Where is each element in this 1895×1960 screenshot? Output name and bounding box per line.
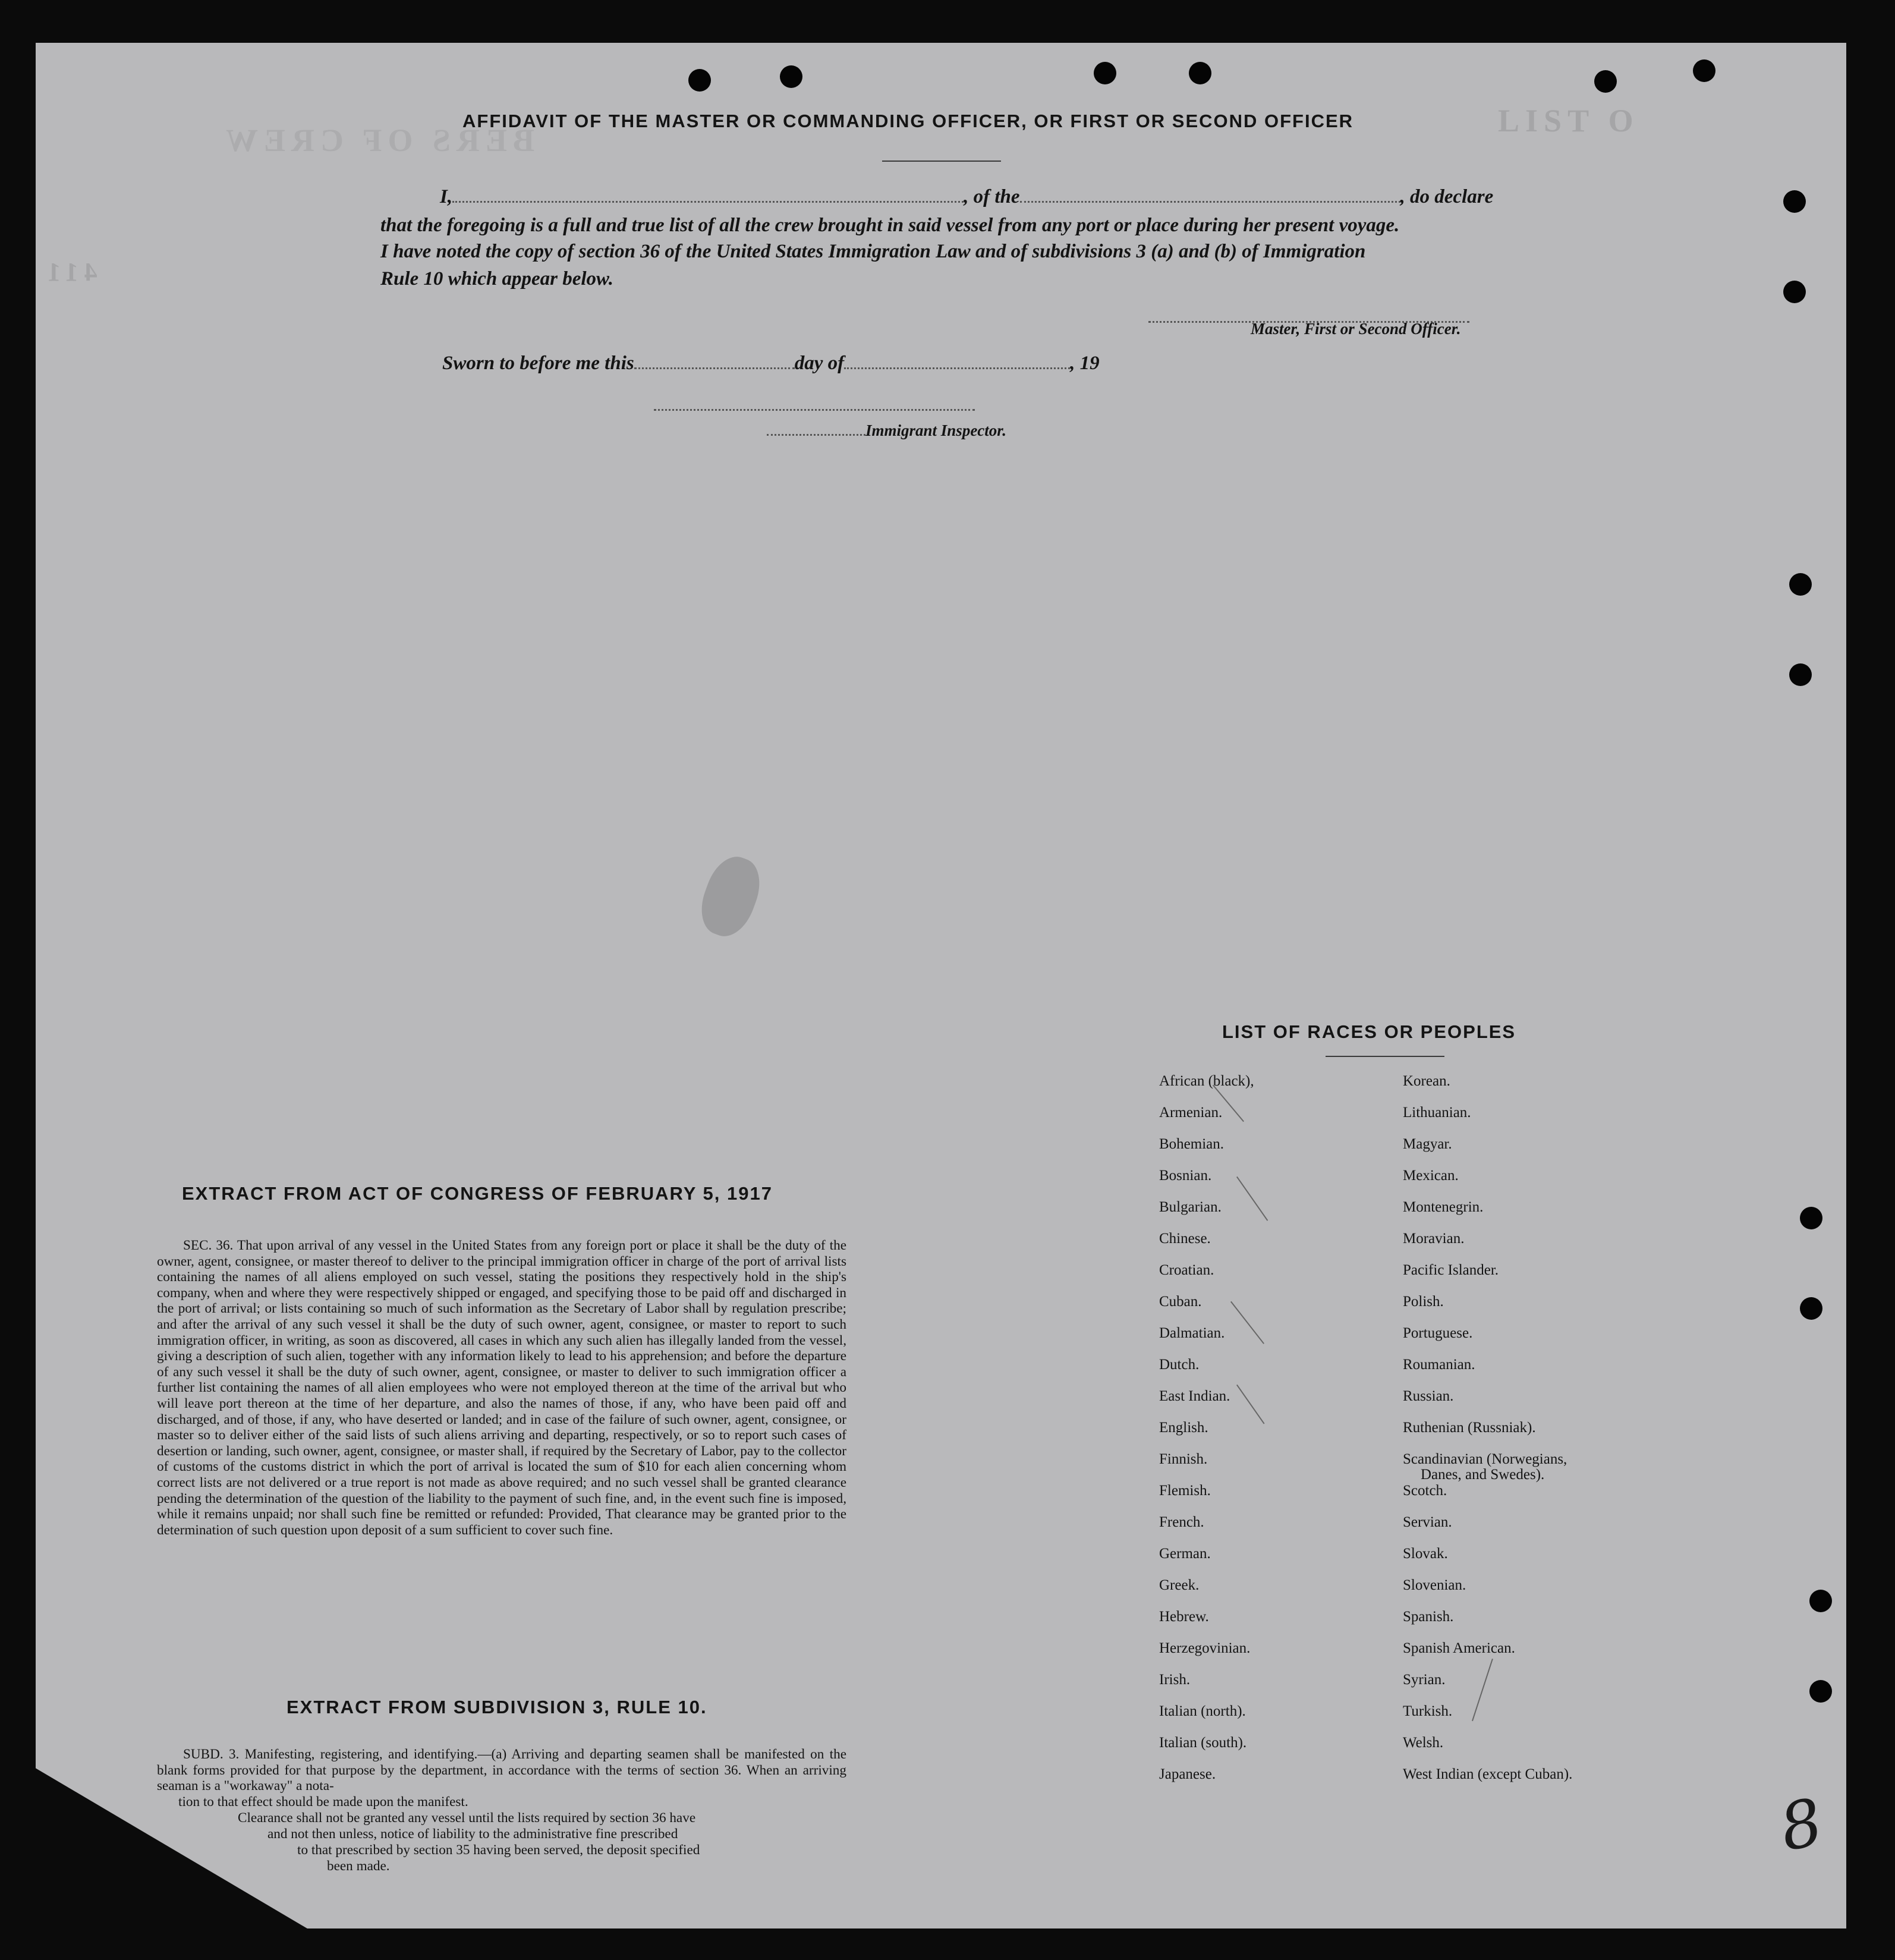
race-item: Bohemian. xyxy=(1159,1136,1224,1152)
punch-hole xyxy=(1094,62,1116,84)
punch-hole xyxy=(1809,1680,1832,1703)
master-signature-label: Master, First or Second Officer. xyxy=(1251,320,1461,338)
sworn-line xyxy=(442,350,1100,377)
day-of-label: day of xyxy=(794,353,845,374)
subdivision-3b-line1: Clearance shall not be granted any vessel until the lists required by section 36 have xyxy=(238,1810,696,1826)
race-item: German. xyxy=(1159,1546,1211,1562)
sworn-month-field[interactable] xyxy=(844,353,1070,369)
race-item: Scotch. xyxy=(1403,1483,1447,1499)
punch-hole xyxy=(1800,1207,1822,1229)
race-item: African (black), xyxy=(1159,1073,1254,1089)
punch-hole xyxy=(780,65,802,88)
declaration-text-2: I have noted the copy of section 36 of the United States Immigration Law and of subdivisions 3 (a) and (b) of Immigration xyxy=(380,241,1366,262)
race-item: Japanese. xyxy=(1159,1766,1216,1782)
race-item: Italian (north). xyxy=(1159,1703,1246,1719)
races-right-column xyxy=(1403,1072,1572,1797)
race-item: Scandinavian (Norwegians, xyxy=(1403,1451,1567,1467)
races-heading-rule xyxy=(1326,1056,1444,1057)
vessel-field[interactable] xyxy=(1020,187,1400,203)
document-sheet xyxy=(36,43,1846,1928)
race-item: Flemish. xyxy=(1159,1483,1211,1499)
race-item: Montenegrin. xyxy=(1403,1199,1484,1215)
race-item: West Indian (except Cuban). xyxy=(1403,1766,1573,1782)
section-36-text: SEC. 36. That upon arrival of any vessel in the United States from any foreign port or place it shall be the duty of the owner, agent, consignee, or master thereof to deliver to the principal immigration officer in charge of the port of arrival lists containing the names of all aliens employed on such vessel, stating the positions they respectively hold in the ship's company, when and where they were respectively shipped or engaged, and specifying those to be paid off and discharged in the port of arrival; or lists containing so much of such information as the Secretary of Labor shall by regulation prescribe; and after the arrival of any such vessel it shall be the duty of such owner, agent, consignee, or master to report to such immigration officer, in writing, as soon as discovered, all cases in which any such alien has illegally landed from the vessel, giving a description of such alien, together with any information likely to lead to his apprehension; and before the departure of any such vessel it shall be the duty of such owner, agent, consignee, or master to deliver to such immigration officer a further list containing the names of all alien employees who were not employed thereon at the time of the arrival but who will leave port thereon at the time of her departure, and also the names of those, if any, who have been paid off and discharged, and of those, if any, who have deserted or landed; and in case of the failure of such owner, agent, consignee, or master so to deliver either of the said lists of such aliens arriving and departing, respectively, or so to report such cases of desertion or landing, such owner, agent, consignee, or master shall, if required by the Secretary of Labor, pay to the collector of customs of the customs district in which the port of arrival is located the sum of $10 for each alien concerning whom correct lists are not delivered or a true report is not made as above required; and no such vessel shall be granted clearance pending the determination of the question of the liability to the payment of such fine, and, in the event such fine is imposed, while it remains unpaid; nor shall such fine be remitted or refunded: Provided, That clearance may be granted prior to the determination of such question upon deposit of a sum sufficient to cover such fine. xyxy=(157,1238,846,1538)
race-item: Welsh. xyxy=(1403,1735,1444,1751)
declaration-text-3: Rule 10 which appear below. xyxy=(380,268,614,290)
inspector-signature-field[interactable] xyxy=(654,395,975,411)
race-item: Spanish. xyxy=(1403,1609,1454,1625)
punch-hole xyxy=(1783,281,1806,303)
bleed-right-heading: BERS OF CREW xyxy=(220,122,535,158)
race-item: Moravian. xyxy=(1403,1231,1465,1247)
race-item: Spanish American. xyxy=(1403,1640,1515,1656)
declare-of-label: , of the xyxy=(964,186,1020,207)
race-item: Lithuanian. xyxy=(1403,1105,1471,1121)
race-item: Mexican. xyxy=(1403,1168,1459,1184)
subdivision-3a-end: tion to that effect should be made upon the manifest. xyxy=(178,1794,468,1810)
punch-hole xyxy=(1789,663,1812,686)
inspector-label: Immigrant Inspector. xyxy=(865,421,1007,439)
race-item: French. xyxy=(1159,1514,1204,1530)
declare-end-label: , do declare xyxy=(1400,186,1494,207)
race-item: Chinese. xyxy=(1159,1231,1211,1247)
punch-hole xyxy=(1800,1297,1822,1320)
race-item: Herzegovinian. xyxy=(1159,1640,1251,1656)
races-heading: LIST OF RACES OR PEOPLES xyxy=(1222,1021,1516,1042)
race-item: Korean. xyxy=(1403,1073,1450,1089)
race-item: Dutch. xyxy=(1159,1357,1200,1373)
subdivision-3a-text: SUBD. 3. Manifesting, registering, and identifying.—(a) Arriving and departing seamen shall be manifested on the blank forms provided for that purpose by the department, in accordance with the terms of section 36. When an arriving seaman is a "workaway" a nota- xyxy=(157,1747,846,1794)
race-item: Bulgarian. xyxy=(1159,1199,1222,1215)
race-item: Ruthenian (Russniak). xyxy=(1403,1420,1536,1436)
sworn-label: Sworn to before me this xyxy=(442,353,634,374)
race-item: Syrian. xyxy=(1403,1672,1446,1688)
race-item: Bosnian. xyxy=(1159,1168,1212,1184)
race-item: Dalmatian. xyxy=(1159,1325,1225,1341)
race-item: Portuguese. xyxy=(1403,1325,1473,1341)
race-item: Magyar. xyxy=(1403,1136,1452,1152)
punch-hole xyxy=(1789,573,1812,596)
race-item: Finnish. xyxy=(1159,1451,1208,1467)
punch-hole xyxy=(1783,190,1806,213)
race-item: Polish. xyxy=(1403,1294,1444,1310)
punch-hole xyxy=(1594,70,1617,93)
subdivision-3b-line3: to that prescribed by section 35 having been served, the deposit specified xyxy=(297,1842,700,1858)
declare-i-label: I, xyxy=(440,186,453,207)
bleed-left-heading: LIST O xyxy=(1498,103,1639,139)
affidavit-heading: AFFIDAVIT OF THE MASTER OR COMMANDING OFFICER, OR FIRST OR SECOND OFFICER xyxy=(462,111,1354,131)
subdivision-3b-line2: and not then unless, notice of liability to the administrative fine prescribed xyxy=(267,1826,678,1842)
race-item: Hebrew. xyxy=(1159,1609,1209,1625)
act-heading: EXTRACT FROM ACT OF CONGRESS OF FEBRUARY 5, 1917 xyxy=(182,1183,773,1204)
name-field[interactable] xyxy=(452,187,964,203)
handwritten-mark: 8 xyxy=(1773,1785,1829,1866)
subdivision-3b-line4: been made. xyxy=(327,1858,390,1874)
race-item: Greek. xyxy=(1159,1577,1200,1593)
rule-heading: EXTRACT FROM SUBDIVISION 3, RULE 10. xyxy=(287,1697,707,1717)
punch-hole xyxy=(1693,59,1715,82)
heading-rule xyxy=(882,161,1001,162)
race-item: Danes, and Swedes). xyxy=(1421,1467,1545,1483)
race-item: Armenian. xyxy=(1159,1105,1223,1121)
race-item: East Indian. xyxy=(1159,1388,1230,1404)
race-item: English. xyxy=(1159,1420,1208,1436)
sworn-day-field[interactable] xyxy=(634,353,795,369)
declaration-line xyxy=(440,183,1517,210)
race-item: Croatian. xyxy=(1159,1262,1214,1278)
race-item: Russian. xyxy=(1403,1388,1454,1404)
race-item: Italian (south). xyxy=(1159,1735,1247,1751)
punch-hole xyxy=(1809,1590,1832,1612)
punch-hole xyxy=(688,69,711,92)
race-item: Slovenian. xyxy=(1403,1577,1466,1593)
inspector-line xyxy=(767,420,1006,440)
inspector-name-field[interactable] xyxy=(767,420,865,436)
race-item: Pacific Islander. xyxy=(1403,1262,1499,1278)
year-label: , 19 xyxy=(1070,353,1100,374)
declaration-text-1: that the foregoing is a full and true list of all the crew brought in said vessel from any port or place during her present voyage. xyxy=(380,215,1400,236)
race-item: Irish. xyxy=(1159,1672,1191,1688)
race-item: Cuban. xyxy=(1159,1294,1202,1310)
race-item: Turkish. xyxy=(1403,1703,1453,1719)
race-item: Roumanian. xyxy=(1403,1357,1475,1373)
race-item: Slovak. xyxy=(1403,1546,1448,1562)
punch-hole xyxy=(1189,62,1211,84)
race-item: Servian. xyxy=(1403,1514,1452,1530)
bleed-side-number: 411 xyxy=(42,257,97,287)
